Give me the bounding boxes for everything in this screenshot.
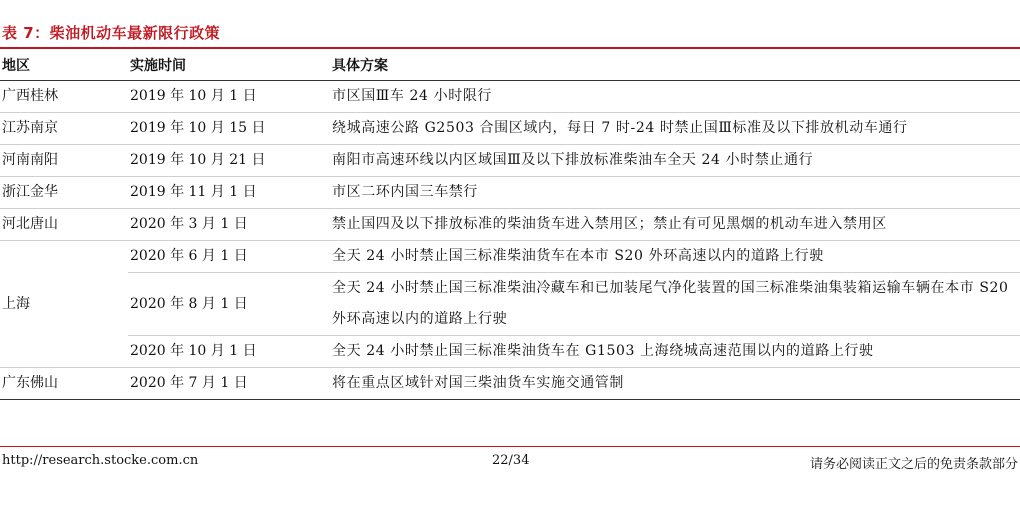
cell-region: 浙江金华 — [0, 177, 128, 209]
cell-plan: 将在重点区域针对国三柴油货车实施交通管制 — [330, 368, 1020, 400]
cell-date: 2019 年 10 月 1 日 — [128, 81, 330, 113]
cell-date: 2020 年 3 月 1 日 — [128, 209, 330, 241]
cell-date: 2019 年 10 月 15 日 — [128, 113, 330, 145]
table-header-row — [0, 50, 1020, 81]
table-row — [0, 273, 1020, 336]
cell-plan: 市区二环内国三车禁行 — [330, 177, 1020, 209]
table-caption: 表 7：柴油机动车最新限行政策 — [2, 24, 221, 42]
cell-plan: 市区国Ⅲ车 24 小时限行 — [330, 81, 1020, 113]
cell-plan: 南阳市高速环线以内区域国Ⅲ及以下排放标准柴油车全天 24 小时禁止通行 — [330, 145, 1020, 177]
cell-region: 广西桂林 — [0, 81, 128, 113]
cell-region: 河南南阳 — [0, 145, 128, 177]
cell-date: 2020 年 7 月 1 日 — [128, 368, 330, 400]
cell-date: 2020 年 6 月 1 日 — [128, 241, 330, 273]
page-number: 22/34 — [492, 453, 530, 468]
table-row — [0, 336, 1020, 368]
cell-region: 上海 — [0, 241, 128, 368]
table-row — [0, 177, 1020, 209]
header-date: 实施时间 — [128, 50, 330, 81]
cell-plan: 全天 24 小时禁止国三标准柴油冷藏车和已加装尾气净化装置的国三标准柴油集装箱运输车辆在本市 S20 外环高速以内的道路上行驶 — [330, 273, 1020, 336]
table-row — [0, 368, 1020, 400]
table-row — [0, 81, 1020, 113]
cell-date: 2020 年 8 月 1 日 — [128, 273, 330, 336]
header-region: 地区 — [0, 50, 128, 81]
caption-divider — [0, 47, 1020, 49]
footer-url: http://research.stocke.com.cn — [2, 453, 199, 468]
cell-date: 2019 年 10 月 21 日 — [128, 145, 330, 177]
table-row — [0, 145, 1020, 177]
cell-region: 广东佛山 — [0, 368, 128, 400]
cell-plan: 禁止国四及以下排放标准的柴油货车进入禁用区；禁止有可见黑烟的机动车进入禁用区 — [330, 209, 1020, 241]
footer-disclaimer: 请务必阅读正文之后的免责条款部分 — [809, 457, 1018, 472]
footer-divider — [0, 446, 1020, 447]
cell-plan: 全天 24 小时禁止国三标准柴油货车在 G1503 上海绕城高速范围以内的道路上行驶 — [330, 336, 1020, 368]
table-row — [0, 209, 1020, 241]
cell-region: 江苏南京 — [0, 113, 128, 145]
cell-date: 2019 年 11 月 1 日 — [128, 177, 330, 209]
cell-date: 2020 年 10 月 1 日 — [128, 336, 330, 368]
header-plan: 具体方案 — [330, 50, 1020, 81]
cell-region: 河北唐山 — [0, 209, 128, 241]
previous-page-fragment — [250, 0, 500, 6]
policy-table — [0, 50, 1020, 400]
table-row — [0, 113, 1020, 145]
cell-plan: 全天 24 小时禁止国三标准柴油货车在本市 S20 外环高速以内的道路上行驶 — [330, 241, 1020, 273]
table-row — [0, 241, 1020, 273]
cell-plan: 绕城高速公路 G2503 合围区域内，每日 7 时-24 时禁止国Ⅲ标准及以下排放机动车通行 — [330, 113, 1020, 145]
